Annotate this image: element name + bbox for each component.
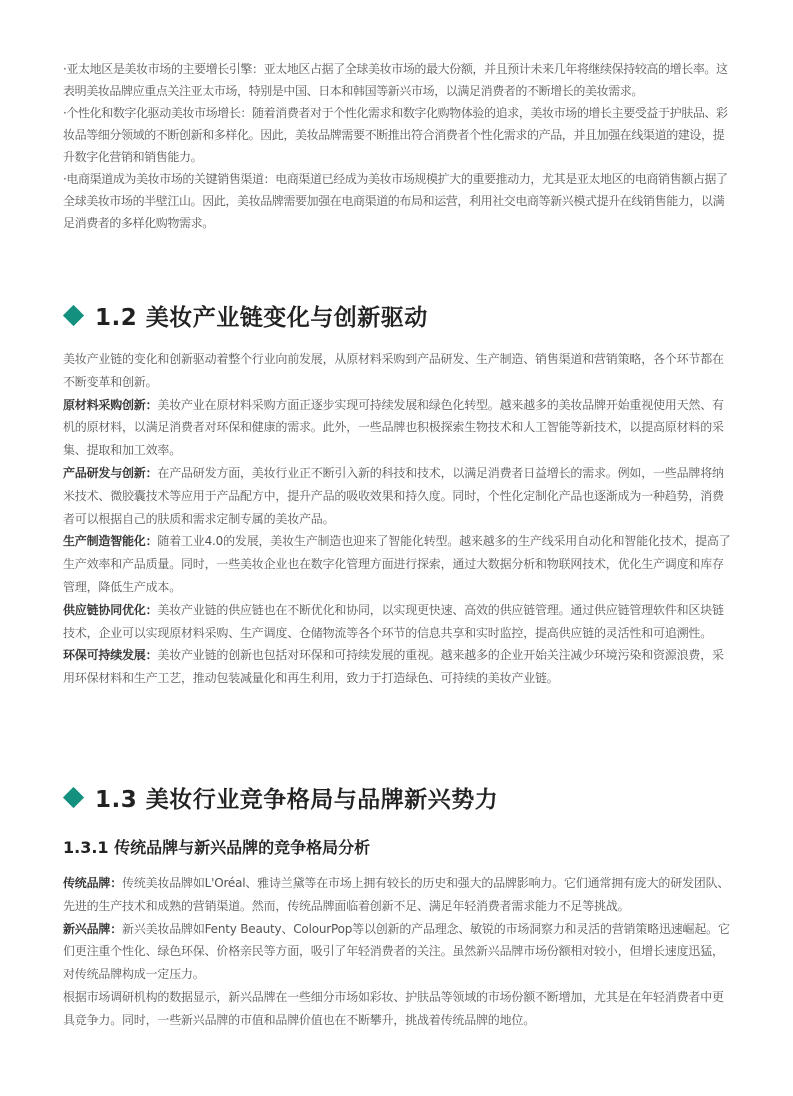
- section-1-3-body: [63, 872, 731, 1032]
- section-heading-1-3: [63, 781, 498, 814]
- paragraph-text: 随着工业4.0的发展，美妆生产制造也迎来了智能化转型。越来越多的生产线采用自动化和智能化技术，提高了生产效率和产品质量。同时，一些美妆企业也在数字化管理方面进行探索，通过大数据分析和物联网技术，优化生产调度和库存管理，降低生产成本。: [63, 534, 731, 594]
- paragraph-text: 在产品研发方面，美妆行业正不断引入新的科技和技术，以满足消费者日益增长的需求。例如，一些品牌将纳米技术、微胶囊技术等应用于产品配方中，提升产品的吸收效果和持久度。同时，个性化定制化产品也逐渐成为一种趋势，消费者可以根据自己的肤质和需求定制专属的美妆产品。: [63, 465, 724, 526]
- paragraph-label: 环保可持续发展：: [63, 648, 158, 663]
- paragraph-text: 传统美妆品牌如L'Oréal、雅诗兰黛等在市场上拥有较长的历史和强大的品牌影响力。它们通常拥有庞大的研发团队、先进的生产技术和成熟的营销渠道。然而，传统品牌面临着创新不足、满足年轻消费者需求能力不足等挑战。: [63, 876, 730, 913]
- paragraph-label: 新兴品牌：: [63, 921, 123, 936]
- paragraph-supply-chain: [63, 599, 731, 645]
- paragraph-rnd: [63, 462, 731, 530]
- diamond-bullet-icon: [63, 787, 84, 808]
- subsection-heading-1-3-1: 1.3.1 传统品牌与新兴品牌的竞争格局分析: [63, 838, 371, 857]
- paragraph-label: 产品研发与创新：: [63, 465, 158, 480]
- intro-paragraph-personalization: ·个性化和数字化驱动美妆市场增长：随着消费者对于个性化需求和数字化购物体验的追求，美妆市场的增长主要受益于护肤品、彩妆品等细分领域的不断创新和多样化。因此，美妆品牌需要不断推出符合消费者个性化需求的产品，并且加强在线渠道的建设，提升数字化营销和销售能力。: [63, 106, 728, 164]
- paragraph-raw-materials: [63, 394, 731, 462]
- paragraph-sustainability: [63, 644, 731, 690]
- paragraph-market-data: 根据市场调研机构的数据显示，新兴品牌在一些细分市场如彩妆、护肤品等领域的市场份额不断增加，尤其是在年轻消费者中更具竞争力。同时，一些新兴品牌的市值和品牌价值也在不断攀升，挑战着传统品牌的地位。: [63, 989, 724, 1027]
- section-lead-paragraph: 美妆产业链的变化和创新驱动着整个行业向前发展，从原材料采购到产品研发、生产制造、销售渠道和营销策略，各个环节都在不断变革和创新。: [63, 352, 724, 389]
- section-title: 1.2 美妆产业链变化与创新驱动: [95, 305, 428, 331]
- section-title: 1.3 美妆行业竞争格局与品牌新兴势力: [95, 787, 499, 813]
- paragraph-manufacturing: [63, 530, 731, 598]
- section-heading-1-2: [63, 299, 428, 332]
- paragraph-label: 传统品牌：: [63, 876, 123, 890]
- paragraph-text: 美妆产业链的创新也包括对环保和可持续发展的重视。越来越多的企业开始关注减少环境污染和资源浪费，采用环保材料和生产工艺，推动包装减量化和再生利用，致力于打造绿色、可持续的美妆产业链。: [63, 648, 724, 686]
- paragraph-emerging-brands: [63, 918, 731, 986]
- paragraph-text: 美妆产业链的供应链也在不断优化和协同，以实现更快速、高效的供应链管理。通过供应链管理软件和区块链技术，企业可以实现原材料采购、生产调度、仓储物流等各个环节的信息共享和实时监控，提高供应链的灵活性和可追溯性。: [63, 602, 724, 640]
- paragraph-label: 生产制造智能化：: [63, 534, 158, 549]
- paragraph-label: 原材料采购创新：: [63, 397, 158, 412]
- paragraph-text: 新兴美妆品牌如Fenty Beauty、ColourPop等以创新的产品理念、敏锐的市场洞察力和灵活的营销策略迅速崛起。它们更注重个性化、绿色环保、价格亲民等方面，吸引了年轻消费者的关注。虽然新兴品牌市场份额相对较小，但增长速度迅猛，对传统品牌构成一定压力。: [63, 921, 730, 982]
- section-1-2-body: [63, 348, 731, 690]
- intro-paragraphs: [63, 58, 731, 234]
- paragraph-label: 供应链协同优化：: [63, 602, 158, 617]
- diamond-bullet-icon: [63, 305, 84, 326]
- paragraph-traditional-brands: [63, 872, 731, 918]
- intro-paragraph-asia-pacific: ·亚太地区是美妆市场的主要增长引擎：亚太地区占据了全球美妆市场的最大份额，并且预计未来几年将继续保持较高的增长率。这表明美妆品牌应重点关注亚太市场，特别是中国、日本和韩国等新兴市场，以满足消费者的不断增长的美妆需求。: [63, 62, 728, 98]
- intro-paragraph-ecommerce: ·电商渠道成为美妆市场的关键销售渠道：电商渠道已经成为美妆市场规模扩大的重要推动力，尤其是亚太地区的电商销售额占据了全球美妆市场的半壁江山。因此，美妆品牌需要加强在电商渠道的布局和运营，利用社交电商等新兴模式提升在线销售能力，以满足消费者的多样化购物需求。: [63, 172, 728, 230]
- paragraph-text: 美妆产业在原材料采购方面正逐步实现可持续发展和绿色化转型。越来越多的美妆品牌开始重视使用天然、有机的原材料，以满足消费者对环保和健康的需求。此外，一些品牌也积极探索生物技术和人工智能等新技术，以提高原材料的采集、提取和加工效率。: [63, 397, 724, 458]
